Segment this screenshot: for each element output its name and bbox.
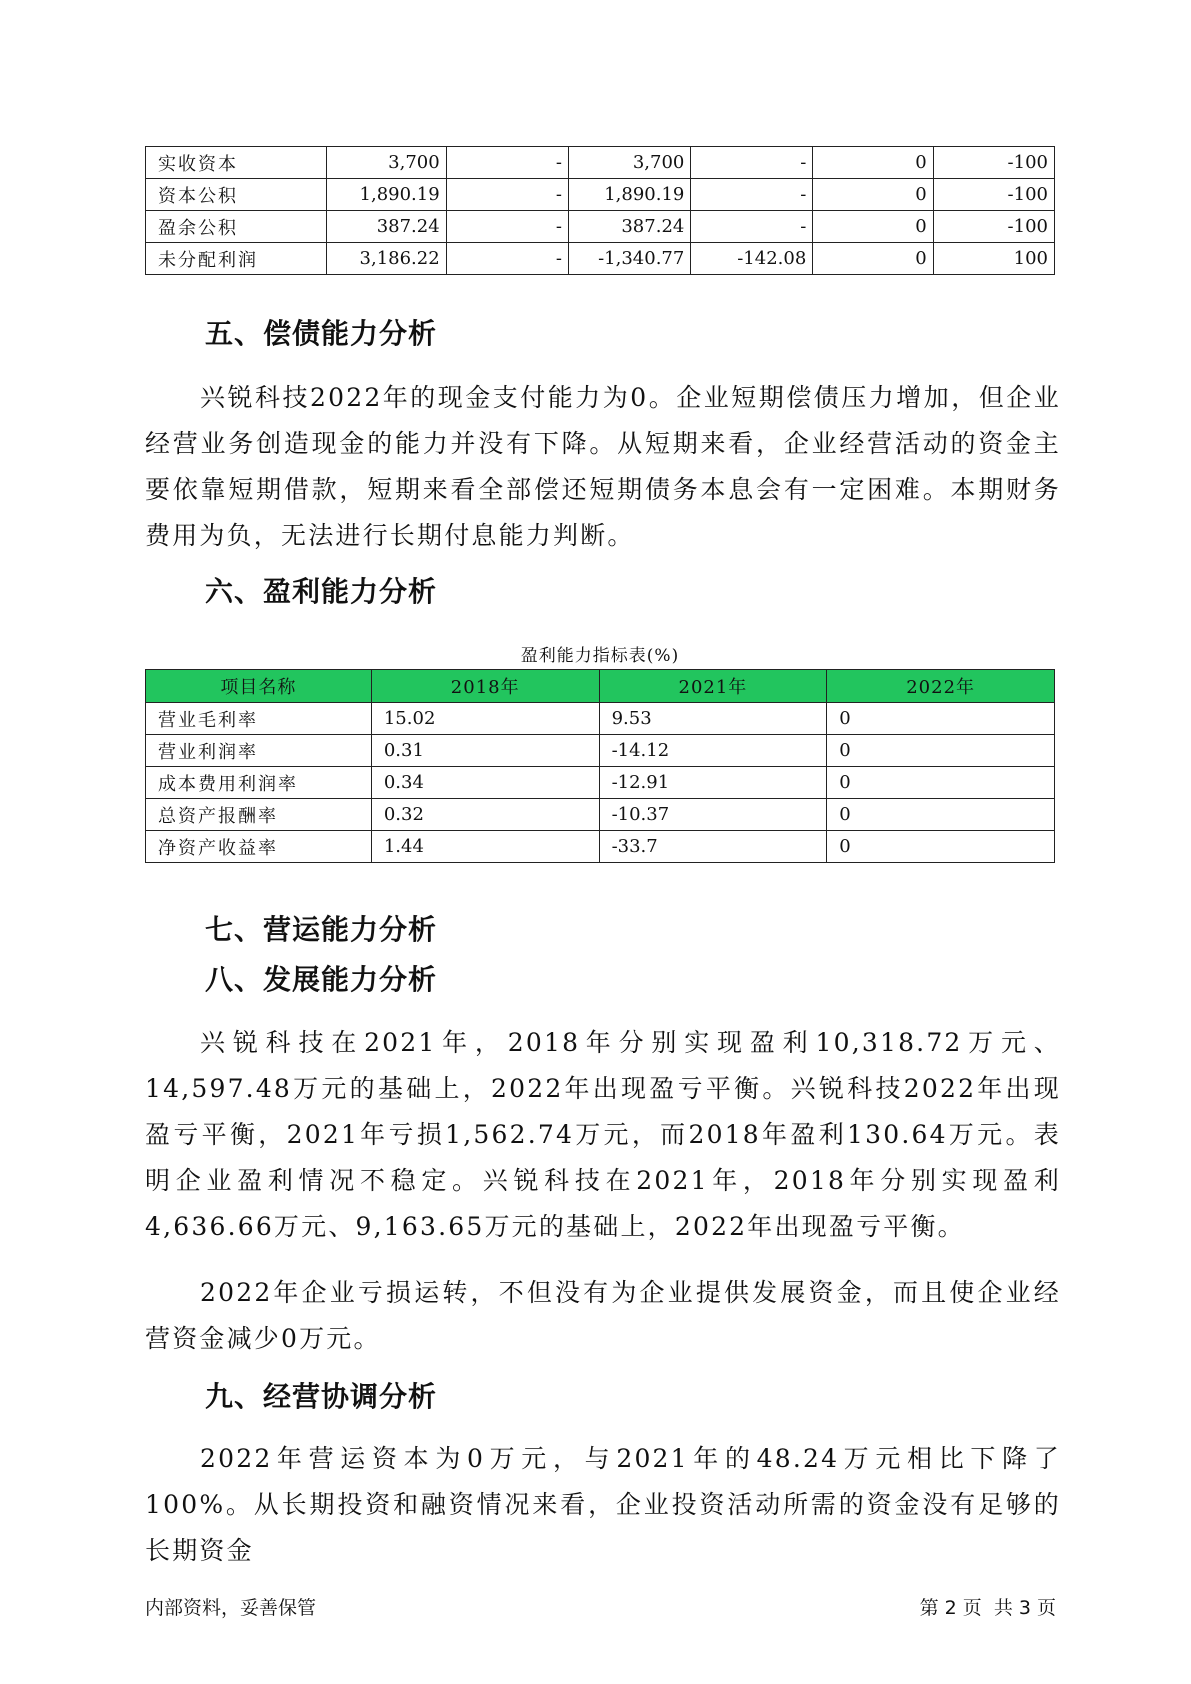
cell: 1.44 (371, 831, 599, 863)
cell: -142.08 (691, 243, 813, 275)
footer-note: 内部资料，妥善保管 (145, 1597, 317, 1619)
cell: - (446, 147, 568, 179)
table-row (146, 735, 1055, 767)
row-label: 净资产收益率 (146, 831, 372, 863)
paragraph: 兴锐科技在2021年，2018年分别实现盈利10,318.72万元、14,597.48万元的基础上，2022年出现盈亏平衡。兴锐科技2022年出现盈亏平衡，2021年亏损1,562.74万元，而2018年盈利130.64万元。表明企业盈利情况不稳定。兴锐科技在2021年，2018年分别实现盈利4,636.66万元、9,163.65万元的基础上，2022年出现盈亏平衡。 (145, 1028, 1061, 1241)
cell: 0 (827, 735, 1055, 767)
cell: 15.02 (371, 703, 599, 735)
cell: -100 (933, 179, 1054, 211)
cell: -100 (933, 211, 1054, 243)
cell: 0 (827, 799, 1055, 831)
cell: 1,890.19 (568, 179, 690, 211)
cell: 387.24 (568, 211, 690, 243)
table-row (146, 243, 1055, 275)
cell: 0.34 (371, 767, 599, 799)
table-caption: 盈利能力指标表(%) (520, 646, 680, 666)
cell: 0 (813, 147, 933, 179)
table-row (146, 147, 1055, 179)
cell: 9.53 (599, 703, 827, 735)
column-header: 2022年 (827, 670, 1055, 703)
row-label: 未分配利润 (146, 243, 327, 275)
section-heading: 五、偿债能力分析 (205, 317, 438, 350)
column-header: 2018年 (371, 670, 599, 703)
table-row (146, 211, 1055, 243)
cell: 0 (813, 243, 933, 275)
row-label: 盈余公积 (146, 211, 327, 243)
cell: - (446, 243, 568, 275)
cell: - (691, 179, 813, 211)
row-label: 营业利润率 (146, 735, 372, 767)
row-label: 营业毛利率 (146, 703, 372, 735)
cell: -1,340.77 (568, 243, 690, 275)
table-row (146, 767, 1055, 799)
cell: -12.91 (599, 767, 827, 799)
section-heading: 六、盈利能力分析 (205, 575, 438, 608)
cell: 0 (827, 767, 1055, 799)
cell: - (446, 179, 568, 211)
section-heading: 八、发展能力分析 (205, 963, 438, 996)
cell: -14.12 (599, 735, 827, 767)
cell: 100 (933, 243, 1054, 275)
table-row (146, 703, 1055, 735)
row-label: 实收资本 (146, 147, 327, 179)
row-label: 资本公积 (146, 179, 327, 211)
cell: - (691, 147, 813, 179)
cell: 3,700 (327, 147, 446, 179)
table-row (146, 179, 1055, 211)
cell: - (691, 211, 813, 243)
cell: 0 (813, 179, 933, 211)
cell: 0 (827, 703, 1055, 735)
section-heading: 七、营运能力分析 (205, 913, 438, 946)
cell: -33.7 (599, 831, 827, 863)
row-label: 成本费用利润率 (146, 767, 372, 799)
paragraph: 兴锐科技2022年的现金支付能力为0。企业短期偿债压力增加，但企业经营业务创造现金的能力并没有下降。从短期来看，企业经营活动的资金主要依靠短期借款，短期来看全部偿还短期债务本息会有一定困难。本期财务费用为负，无法进行长期付息能力判断。 (145, 383, 1061, 550)
cell: 3,700 (568, 147, 690, 179)
paragraph: 2022年企业亏损运转，不但没有为企业提供发展资金，而且使企业经营资金减少0万元。 (145, 1278, 1061, 1353)
cell: - (446, 211, 568, 243)
cell: 0.31 (371, 735, 599, 767)
column-header: 2021年 (599, 670, 827, 703)
cell: -10.37 (599, 799, 827, 831)
paragraph: 2022年营运资本为0万元，与2021年的48.24万元相比下降了100%。从长期投资和融资情况来看，企业投资活动所需的资金没有足够的长期资金 (145, 1444, 1061, 1565)
cell: 0 (827, 831, 1055, 863)
table-row (146, 831, 1055, 863)
cell: -100 (933, 147, 1054, 179)
column-header: 项目名称 (146, 670, 372, 703)
page-number: 第 2 页 共 3 页 (919, 1597, 1056, 1619)
cell: 3,186.22 (327, 243, 446, 275)
balance-table (145, 146, 1055, 275)
table-header-row (146, 670, 1055, 703)
row-label: 总资产报酬率 (146, 799, 372, 831)
table-row (146, 799, 1055, 831)
cell: 1,890.19 (327, 179, 446, 211)
section-heading: 九、经营协调分析 (205, 1380, 438, 1413)
cell: 0.32 (371, 799, 599, 831)
cell: 0 (813, 211, 933, 243)
profit-table (145, 669, 1055, 863)
cell: 387.24 (327, 211, 446, 243)
